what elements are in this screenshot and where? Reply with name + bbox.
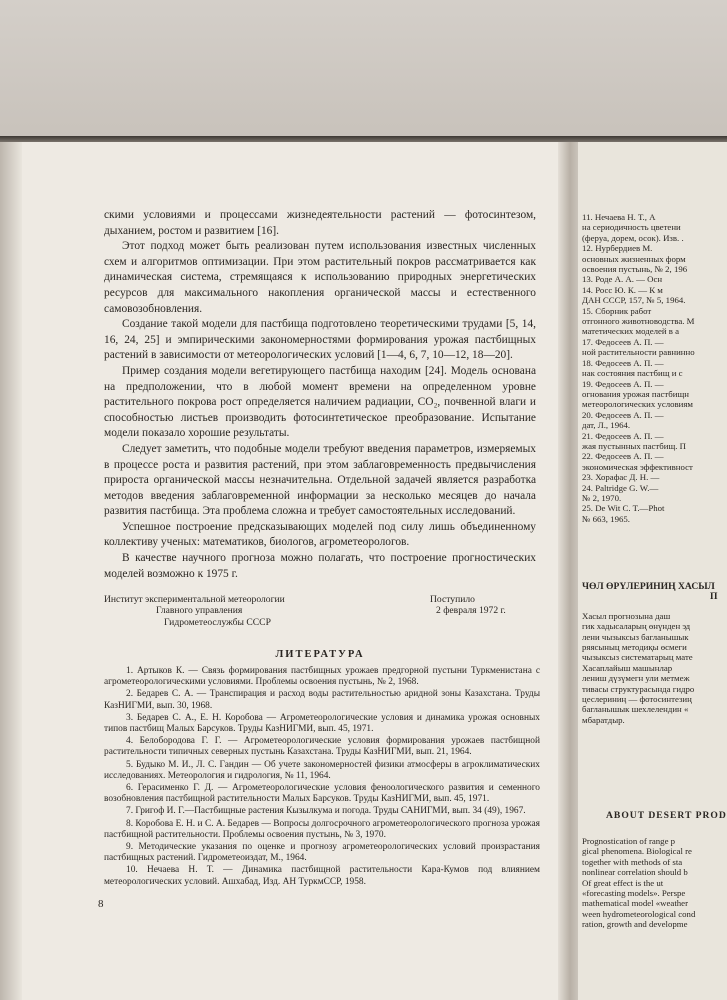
right-ref-line: 22. Федосеев А. П. — (582, 451, 664, 462)
right-ref-line: 25. De Wit C. T.—Phot (582, 503, 665, 514)
body-paragraph: Успешное построение предсказывающих моделей под силу лишь объединенному коллективу ученых: математиков, биологов, агрометеорологов. (104, 520, 536, 549)
right-text-line: мбаратдыр. (582, 714, 625, 725)
institution-line: Гидрометеослужбы СССР (164, 616, 271, 628)
reference-item: 4. Белобородова Г. Г. — Агрометеорологические условия формирования урожаев пастбищной растительности типичных северных пустынь Казахстана. Труды КазНИГМИ, вып. 21, 1964. (104, 736, 540, 758)
right-section-title (582, 582, 727, 603)
right-ref-line: (феруа, дорем, осок). Изв. . (582, 232, 684, 243)
right-text-line: цеслериниң — фотосинтезиң (582, 694, 692, 705)
right-text-line: чызыксыз систематарыц мате (582, 652, 693, 663)
reference-item: 6. Герасименко Г. Д. — Агрометеорологические условия феноологического развития и семенного возобновления пастбищной растительности Малых Барсуков. Труды КазНИГМИ, вып. 45, 1971. (104, 783, 540, 805)
right-ref-line: 12. Нурбердиев М. (582, 243, 653, 254)
right-ref-line: дат, Л., 1964. (582, 420, 631, 431)
page-number: 8 (98, 898, 104, 910)
right-text-line: «forecasting models». Perspe (582, 888, 686, 899)
institution-line: Институт экспериментальной метеорологии (104, 594, 285, 605)
right-text-line: Хасыл прогнозына даш (582, 610, 671, 621)
right-ref-line: 14. Росс Ю. К. — К м (582, 284, 663, 295)
right-page (578, 142, 727, 1000)
received-note (430, 594, 540, 617)
right-ref-line: на сериодичность цветени (582, 222, 681, 233)
right-ref-line: ной растительности равнинно (582, 347, 695, 358)
right-ref-line: 21. Федосеев А. П. — (582, 430, 664, 441)
right-text-line: Of great effect is the ut (582, 877, 664, 888)
reference-item: 5. Будыко М. И., Л. С. Гандин — Об учете закономерностей физики атмосферы в агроклиматических исследованиях. Метеорология и гидрология, № 11, 1964. (104, 759, 540, 781)
right-ref-line: 24. Paltridge G. W.— (582, 482, 659, 493)
right-ref-line: 17. Федосеев А. П. — (582, 336, 664, 347)
right-ref-line: огнования урожая пастбищн (582, 388, 689, 399)
right-ref-line: освоения пустынь, № 2, 196 (582, 264, 688, 275)
right-ref-line: жая пустынных пастбищ. П (582, 440, 686, 451)
body-paragraph: Пример создания модели вегетирующего пастбища находим [24]. Модель основана на предположении, что в любой момент времени на определенном уровне растительного покрова рост определяется наличием радиации, CO₂, почвенной влаги и способностью листьев производить фотосинтетическое преобразование. Испытание модели показало хорошие результаты. (104, 364, 536, 440)
right-ref-line: 15. Сборник работ (582, 305, 652, 316)
right-ref-line: 19. Федосеев А. П. — (582, 378, 664, 389)
body-paragraph: В качестве научного прогноза можно полагать, что построение прогностических моделей возможно к 1975 г. (104, 552, 536, 580)
right-text-line: gical phenomena. Biological re (582, 846, 692, 857)
reference-item: 3. Бедарев С. А., Е. Н. Коробова — Агрометеорологические условия и динамика урожая основных типов пастбищ Малых Барсуков. Труды КазНИГМИ, вып. 45, 1971. (104, 712, 540, 735)
right-ref-line: метеорологических условиям (582, 399, 694, 410)
right-text-line: ряясыныц методиқы өсмеги (582, 642, 687, 653)
article-body (104, 208, 536, 582)
literature-heading: ЛИТЕРАТУРА (275, 649, 365, 660)
right-text-line: Prognostication of range p (582, 836, 676, 846)
received-date: 2 февраля 1972 г. (436, 605, 506, 617)
right-summary (582, 836, 727, 930)
right-ref-line: 13. Роде А. А. — Осн (582, 274, 663, 285)
right-text-line: тивасы структурасында гидро (582, 683, 695, 694)
reference-item: 1. Артыков К. — Связь формирования пастбищных урожаев предгорной пустыни Туркменистана с агрометеорологическими условиями. Проблемы освоения пустынь, № 2, 1968. (104, 666, 540, 688)
right-text-line: together with methods of sta (582, 856, 683, 867)
right-ref-line: ДАН СССР, 157, № 5, 1964. (582, 295, 686, 306)
right-ref-line: 11. Нечаева Н. Т., А (582, 212, 656, 222)
right-section-title-line: ЧӨЛ ӨРҮЛЕРИНИҢ ХАСЫЛ (582, 581, 715, 592)
right-text-line: ween hydrometeorological cond (582, 908, 696, 919)
right-ref-line: № 663, 1965. (582, 513, 630, 524)
reference-list (104, 666, 540, 889)
right-ref-line: основных жизненных форм (582, 253, 686, 264)
right-text-line: nonlinear correlation should b (582, 867, 688, 878)
reference-item: 2. Бедарев С. А. — Транспирация и расход воды растительностью аридной зоны Казахстана. Труды КазНИГМИ, вып. 30, 1968. (104, 689, 540, 711)
body-paragraph: Этот подход может быть реализован путем использования известных численных схем и алгоритмов оптимизации. При этом растительный покров рассматривается как динамическая система, стремящаяся к использованию природных энергетических ресурсов для максимального накопления органической массы и естественного самовозобновления. (104, 240, 536, 315)
right-references (582, 212, 727, 524)
right-text-line: mathematical model «weather (582, 898, 689, 909)
right-ref-line: нак состояния пастбищ и с (582, 368, 683, 379)
right-ref-line: 18. Федосеев А. П. — (582, 357, 664, 368)
right-ref-line: 23. Хорафас Д. Н. — (582, 472, 660, 483)
right-ref-line: 20. Федосеев А. П. — (582, 409, 664, 420)
right-text-line: лениш дүзүмегн ули метмеж (582, 673, 690, 684)
body-paragraph: скими условиями и процессами жизнедеятельности растений — фотосинтезом, дыханием, ростом и развитием [16]. (104, 209, 536, 237)
book-spine (558, 142, 580, 1000)
right-ref-line: № 2, 1970. (582, 492, 622, 503)
right-ref-line: матетических моделей в а (582, 326, 680, 337)
received-label: Поступило (430, 594, 475, 605)
background-top (0, 0, 727, 140)
right-section (582, 582, 727, 725)
institution (104, 594, 344, 628)
reference-item: 9. Методические указания по оценке и прогнозу агрометеорологических условий произрастания пастбищных растений. Гидрометеоиздат, М., 1964. (104, 842, 540, 864)
reference-item: 7. Григоф И. Г.—Пастбищные растения Кызылкума и погода. Труды САНИГМИ, вып. 34 (49), 1967. (126, 806, 526, 817)
right-text-line: Хасаплайыш машынлар (582, 662, 673, 673)
right-text-line: багланышык шехлелендин « (582, 704, 689, 715)
page-edge-left (0, 142, 22, 1000)
right-text-line: гик хадысаларың өнүнден эд (582, 621, 691, 632)
right-text-line: лени чызыксыз багланышык (582, 631, 689, 642)
right-about-title: ABOUT DESERT PROD (606, 810, 727, 821)
right-section-title-line: П (710, 591, 718, 603)
institution-line: Главного управления (156, 605, 243, 617)
body-paragraph: Следует заметить, что подобные модели требуют введения параметров, измеряемых в процессе роста и развития растений, при этом заблаговременность предвычисления прироста органической массы незначительна. Отдельной задачей является разработка методов введения заблаговременной информации за несколько месяцев до начала развития пастбища. Эта проблема сложна и требует самостоятельных исследований. (104, 442, 536, 518)
right-ref-line: отгонного животноводства. М (582, 316, 695, 327)
reference-item: 10. Нечаева Н. Т. — Динамика пастбищной растительности Кара-Кумов под влиянием метеорологических условий. Ашхабад, Изд. АН ТуркмССР, 1958. (104, 865, 540, 887)
right-text-line: ration, growth and developme (582, 919, 688, 930)
right-ref-line: экономическая эффективност (582, 461, 693, 472)
body-paragraph: Создание такой модели для пастбища подготовлено теоретическими трудами [5, 14, 16, 24, 25] и эмпирическими закономерностями формирования урожая пастбищных растений в зависимости от метеорологических условий [1—4, 6, 7, 10—12, 18—20]. (104, 318, 536, 362)
reference-item: 8. Коробова Е. Н. и С. А. Бедарев — Вопросы долгосрочного агрометеорологического прогноза урожая пастбищной растительности. Проблемы освоения пустынь, № 3, 1970. (104, 818, 540, 840)
